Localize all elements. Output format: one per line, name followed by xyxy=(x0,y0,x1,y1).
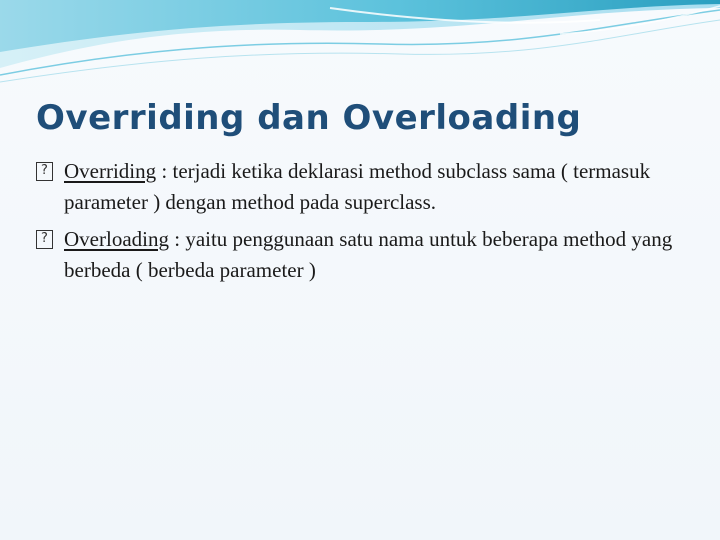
slide-title: Overriding dan Overloading xyxy=(36,98,582,138)
bullet-overloading xyxy=(36,224,696,286)
bullet-box-icon: ? xyxy=(36,230,53,249)
bullet-box-icon: ? xyxy=(36,162,53,181)
definition-overloading: : yaitu penggunaan satu nama untuk beberapa method yang berbeda ( berbeda parameter ) xyxy=(64,227,673,282)
header-wave-decoration xyxy=(0,0,720,90)
definition-overriding: : terjadi ketika deklarasi method subclass sama ( termasuk parameter ) dengan method pada superclass. xyxy=(64,159,651,214)
term-overloading: Overloading xyxy=(64,227,169,251)
bullet-overriding xyxy=(36,156,696,218)
bullet-list xyxy=(36,156,696,292)
term-overriding: Overriding xyxy=(64,159,157,183)
